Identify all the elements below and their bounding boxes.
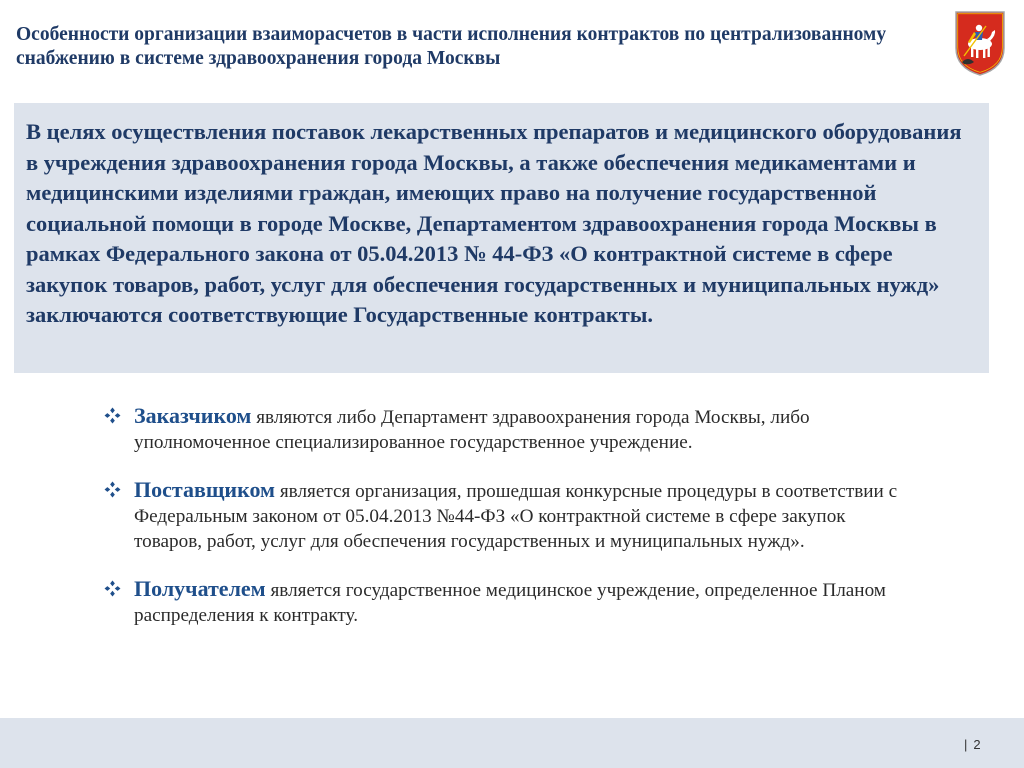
bullet-term: Заказчиком <box>134 403 252 428</box>
intro-text: В целях осуществления поставок лекарственных препаратов и медицинского оборудования в учреждения здравоохранения города Москвы, а также обеспечения медикаментами и медицинскими изделиями граждан, имеющих право на получение государственной социальной помощи в городе Москве, Департаментом здравоохранения города Москвы в рамках Федерального закона от 05.04.2013 № 44-ФЗ «О контрактной системе в сфере закупок товаров, работ, услуг для обеспечения государственных и муниципальных нужд» заключаются соответствующие Государственные контракты. <box>26 119 962 327</box>
diamond-bullet-icon <box>104 481 121 498</box>
bullet-term: Поставщиком <box>134 477 276 502</box>
diamond-bullet-icon <box>104 407 121 424</box>
bullet-term: Получателем <box>134 576 266 601</box>
diamond-bullet-icon <box>104 580 121 597</box>
slide-title: Особенности организации взаиморасчетов в части исполнения контрактов по централизованному снабжению в системе здравоохранения города Москвы <box>16 24 887 70</box>
moscow-coat-of-arms-icon <box>952 8 1008 78</box>
bullet-supplier <box>104 477 904 554</box>
intro-panel <box>14 103 989 373</box>
bullet-list <box>104 403 904 628</box>
footer-bar <box>0 718 1024 768</box>
bullet-recipient <box>104 576 904 628</box>
bullet-customer <box>104 403 904 455</box>
bullet-text: является организация, прошедшая конкурсные процедуры в соответствии с Федеральным законом от 05.04.2013 №44-ФЗ «О контрактной системе в сфере закупок товаров, работ, услуг для обеспечения государственных и муниципальных нужд». <box>134 481 898 552</box>
page-number-value: 2 <box>973 737 981 752</box>
bullet-text: являются либо Департамент здравоохранения города Москвы, либо уполномоченное специализированное государственное учреждение. <box>134 407 810 453</box>
page-number <box>964 737 981 752</box>
page-separator: | <box>964 737 968 752</box>
bullet-text: является государственное медицинское учреждение, определенное Планом распределения к контракту. <box>134 580 886 626</box>
